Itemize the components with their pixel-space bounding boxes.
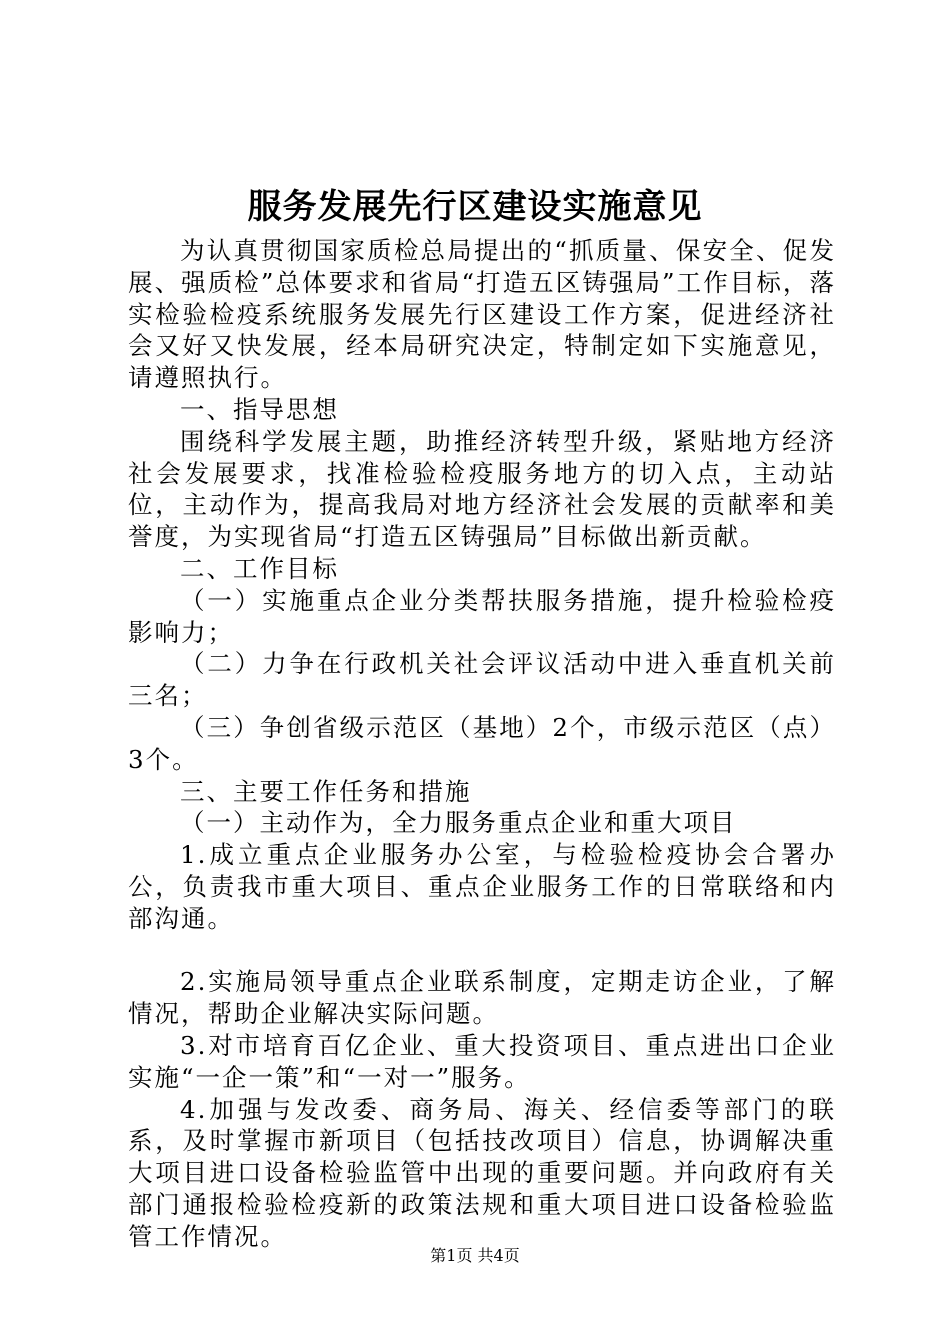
guiding-thought-paragraph: 围绕科学发展主题，助推经济转型升级，紧贴地方经济社会发展要求，找准检验检疫服务地方的切入点，主动站位，主动作为，提高我局对地方经济社会发展的贡献率和美誉度，为实现省局“打造五区铸强局”目标做出新贡献。: [128, 426, 836, 552]
goal-item: （一）实施重点企业分类帮扶服务措施，提升检验检疫影响力；: [128, 585, 836, 647]
section-heading-guiding-thought: 一、指导思想: [180, 394, 339, 424]
page-footer: 第1页 共4页: [430, 1246, 520, 1265]
goal-item: （三）争创省级示范区（基地）2个，市级示范区（点）3个。: [128, 712, 836, 774]
document-body: [128, 235, 836, 1253]
task-item: 2.实施局领导重点企业联系制度，定期走访企业，了解情况，帮助企业解决实际问题。: [128, 967, 836, 1029]
section-heading-work-goals: 二、工作目标: [180, 553, 339, 583]
goal-item: （二）力争在行政机关社会评议活动中进入垂直机关前三名；: [128, 649, 836, 711]
intro-paragraph: 为认真贯彻国家质检总局提出的“抓质量、保安全、促发展、强质检”总体要求和省局“打造五区铸强局”工作目标，落实检验检疫系统服务发展先行区建设工作方案，促进经济社会又好又快发展，经本局研究决定，特制定如下实施意见，请遵照执行。: [128, 236, 836, 393]
task-item: 3.对市培育百亿企业、重大投资项目、重点进出口企业实施“一企一策”和“一对一”服务。: [128, 1030, 836, 1092]
task-item: 4.加强与发改委、商务局、海关、经信委等部门的联系，及时掌握市新项目（包括技改项目）信息，协调解决重大项目进口设备检验监管中出现的重要问题。并向政府有关部门通报检验检疫新的政策法规和重大项目进口设备检验监管工作情况。: [128, 1094, 836, 1251]
subsection-heading: （一）主动作为，全力服务重点企业和重大项目: [180, 808, 737, 838]
section-heading-main-tasks: 三、主要工作任务和措施: [180, 776, 472, 806]
task-item: 1.成立重点企业服务办公室，与检验检疫协会合署办公，负责我市重大项目、重点企业服务工作的日常联络和内部沟通。: [128, 840, 836, 933]
paragraph-spacer: [128, 935, 836, 967]
document-title: 服务发展先行区建设实施意见: [247, 187, 703, 227]
